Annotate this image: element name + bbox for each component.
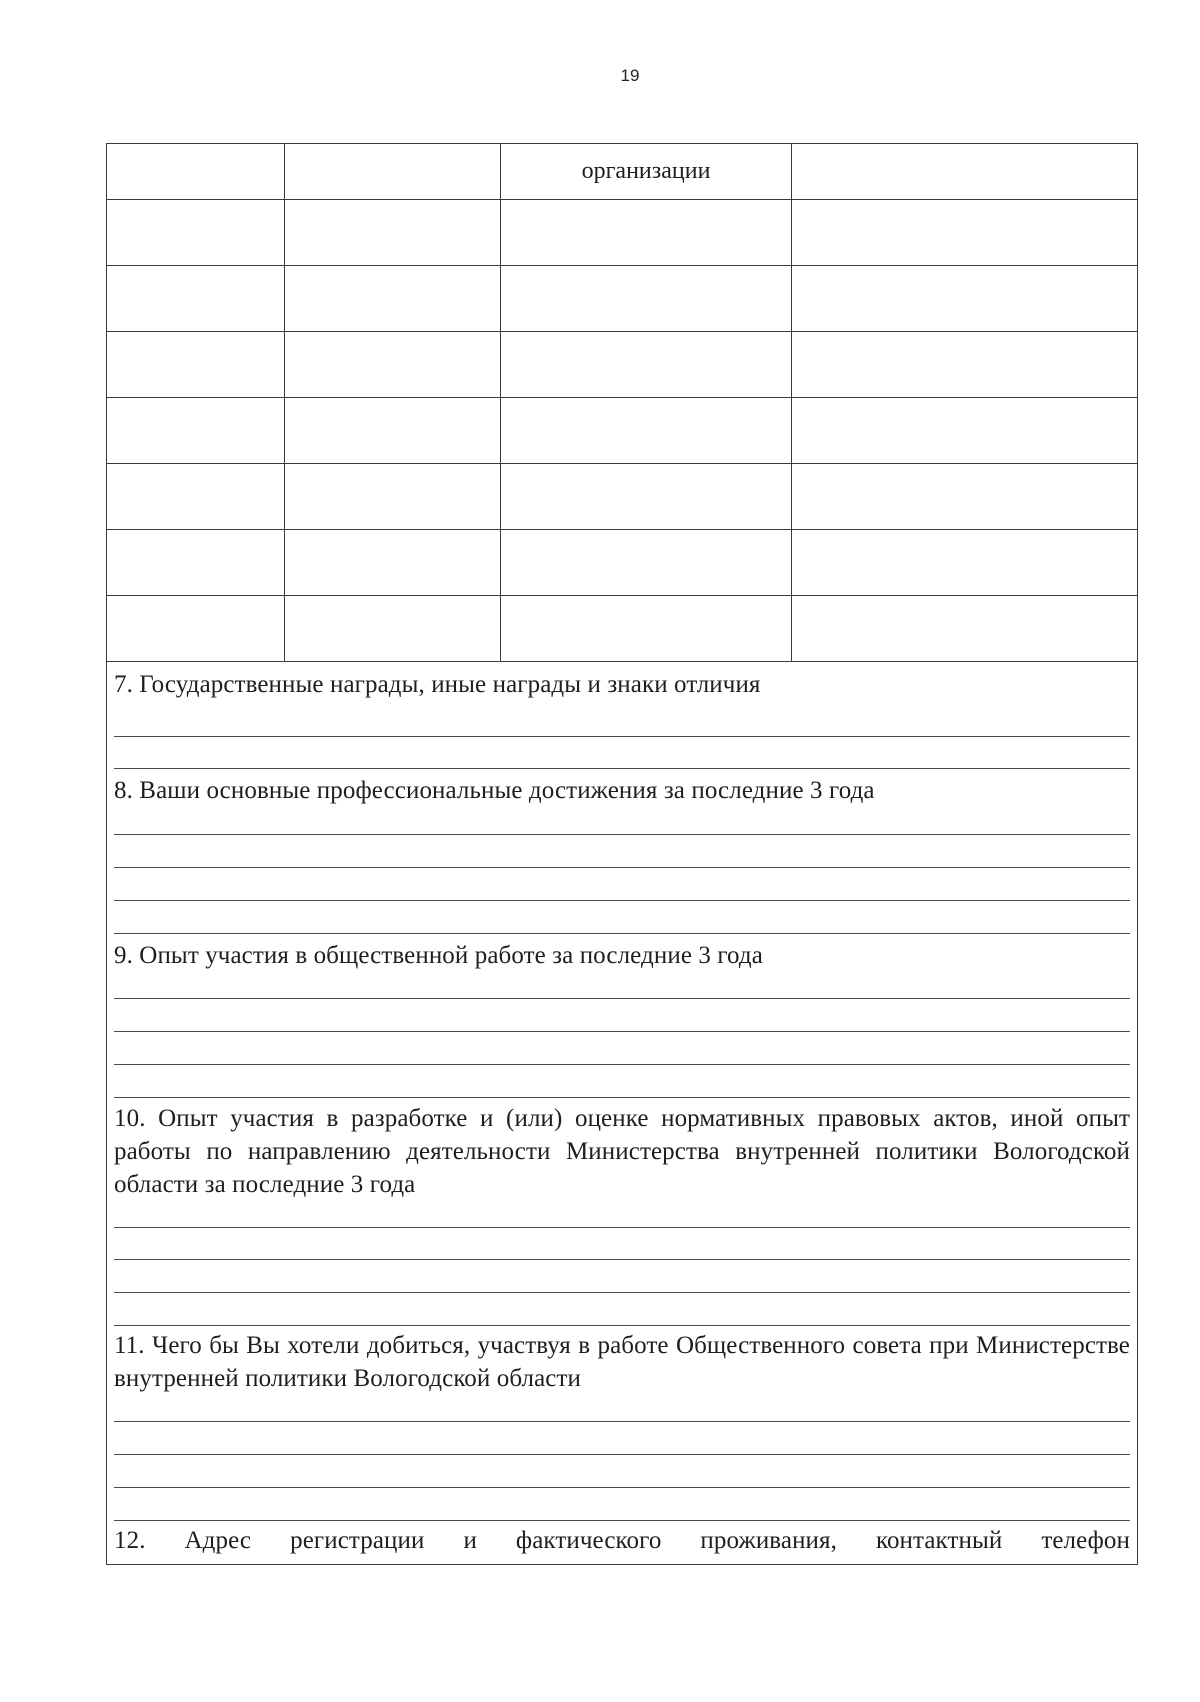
table-cell[interactable] <box>500 332 791 398</box>
section-10-title: 10. Опыт участия в разработке и (или) оценке нормативных правовых актов, иной опыт работы по направлению деятельности Министерства внутренней политики Вологодской области за последние 3 года <box>114 1105 1130 1198</box>
section-11 <box>114 1329 1130 1395</box>
section-10 <box>114 1102 1130 1201</box>
table-row <box>107 200 1137 266</box>
section-12 <box>114 1524 1130 1557</box>
section-8 <box>114 774 1130 807</box>
answer-line-9-1[interactable] <box>114 998 1130 999</box>
table-cell[interactable] <box>107 398 284 464</box>
table-cell[interactable] <box>284 596 500 662</box>
table-cell <box>107 144 284 200</box>
section-7-title: 7. Государственные награды, иные награды и знаки отличия <box>114 671 761 698</box>
table-cell[interactable] <box>284 200 500 266</box>
table-cell[interactable] <box>792 596 1137 662</box>
answer-line-10-1[interactable] <box>114 1227 1130 1228</box>
table-cell[interactable] <box>500 464 791 530</box>
table-cell[interactable] <box>284 464 500 530</box>
table-cell[interactable] <box>284 530 500 596</box>
section-divider <box>114 768 1130 769</box>
table-cell[interactable] <box>107 464 284 530</box>
table-cell[interactable] <box>500 530 791 596</box>
table-cell[interactable] <box>792 266 1137 332</box>
table-cell[interactable] <box>500 596 791 662</box>
table-cell[interactable] <box>284 332 500 398</box>
table-row <box>107 530 1137 596</box>
section-divider <box>114 1325 1130 1326</box>
section-divider <box>114 933 1130 934</box>
section-11-title: 11. Чего бы Вы хотели добиться, участвуя в работе Общественного совета при Министерстве внутренней политики Вологодской области <box>114 1332 1130 1392</box>
section-divider <box>114 1520 1130 1521</box>
table-cell-organization: организации <box>500 144 791 200</box>
answer-line-10-3[interactable] <box>114 1292 1130 1293</box>
table-cell[interactable] <box>107 596 284 662</box>
table-cell[interactable] <box>792 464 1137 530</box>
application-form <box>106 143 1138 1565</box>
answer-line-11-2[interactable] <box>114 1454 1130 1455</box>
table-cell[interactable] <box>107 200 284 266</box>
answer-line-11-3[interactable] <box>114 1487 1130 1488</box>
table-header-row <box>107 144 1137 200</box>
answer-line-10-2[interactable] <box>114 1259 1130 1260</box>
experience-table <box>107 144 1137 662</box>
table-cell <box>792 144 1137 200</box>
answer-line-9-3[interactable] <box>114 1064 1130 1065</box>
table-cell[interactable] <box>107 332 284 398</box>
table-row <box>107 464 1137 530</box>
table-cell[interactable] <box>500 200 791 266</box>
table-cell[interactable] <box>792 398 1137 464</box>
page-number: 19 <box>620 66 640 85</box>
answer-line-8-3[interactable] <box>114 900 1130 901</box>
table-row <box>107 266 1137 332</box>
section-divider <box>114 1097 1130 1098</box>
section-9 <box>114 939 1130 972</box>
table-cell[interactable] <box>792 530 1137 596</box>
section-9-title: 9. Опыт участия в общественной работе за последние 3 года <box>114 942 763 969</box>
table-cell[interactable] <box>792 332 1137 398</box>
table-row <box>107 596 1137 662</box>
table-row <box>107 398 1137 464</box>
answer-line-9-2[interactable] <box>114 1031 1130 1032</box>
table-cell <box>284 144 500 200</box>
table-cell[interactable] <box>284 398 500 464</box>
table-cell[interactable] <box>500 398 791 464</box>
answer-line-8-2[interactable] <box>114 867 1130 868</box>
answer-line-8-1[interactable] <box>114 834 1130 835</box>
table-cell[interactable] <box>107 530 284 596</box>
table-cell[interactable] <box>107 266 284 332</box>
answer-line-11-1[interactable] <box>114 1421 1130 1422</box>
section-7 <box>114 668 1130 701</box>
table-cell[interactable] <box>500 266 791 332</box>
table-row <box>107 332 1137 398</box>
section-8-title: 8. Ваши основные профессиональные достижения за последние 3 года <box>114 777 875 804</box>
table-cell[interactable] <box>792 200 1137 266</box>
answer-line-7-1[interactable] <box>114 736 1130 737</box>
section-12-title: 12. Адрес регистрации и фактического проживания, контактный телефон <box>114 1527 1130 1554</box>
table-cell[interactable] <box>284 266 500 332</box>
